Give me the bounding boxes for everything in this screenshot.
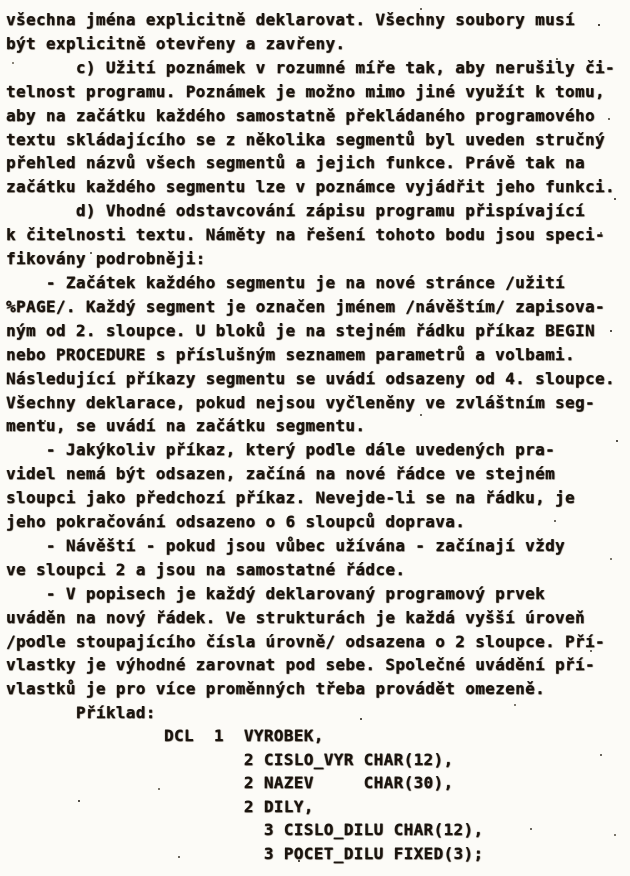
code-example-block <box>164 724 483 866</box>
text-line: c) Užití poznámek v rozumné míře tak, aby nerušily či- <box>6 57 615 77</box>
text-line: k čitelnosti textu. Náměty na řešení tohoto bodu jsou speci- <box>6 224 605 245</box>
code-line: 3 POCET_DILU FIXED(3); <box>164 843 484 864</box>
code-line: 2 NAZEV CHAR(30), <box>164 772 454 793</box>
code-line: 2 CISLO_VYR CHAR(12), <box>164 749 454 769</box>
text-line: být explicitně otevřeny a zavřeny. <box>6 33 346 54</box>
text-line: Následující příkazy segmentu se uvádí odsazeny od 4. sloupce. <box>6 368 615 388</box>
text-line: - Začátek každého segmentu je na nové stránce /užití <box>6 272 566 293</box>
text-line: začátku každého segmentu lze v poznámce vyjádřit jeho funkci. <box>6 177 615 197</box>
text-line: nebo PROCEDURE s příslušným seznamem parametrů a volbami. <box>6 344 576 364</box>
text-line: aby na začátku každého samostatně překládaného programového <box>6 105 595 125</box>
text-line: - Návěští - pokud jsou vůbec užívána - začínají vždy <box>6 535 566 556</box>
scan-noise-specks <box>0 0 2 2</box>
text-line: fikovány podrobněji: <box>6 248 206 269</box>
text-line: vlastků je pro více proměnných třeba provádět omezeně. <box>6 679 546 699</box>
text-line: ným od 2. sloupce. U bloků je na stejném řádku příkaz BEGIN <box>6 320 595 340</box>
text-line: ve sloupci 2 a jsou na samostatné řádce. <box>6 559 406 580</box>
text-line: Příklad: <box>6 703 156 723</box>
text-line: uváděn na nový řádek. Ve strukturách je každá vyšší úroveň <box>6 607 586 627</box>
text-line: - Jakýkoliv příkaz, který podle dále uvedených pra- <box>6 440 556 460</box>
text-line: - V popisech je každý deklarovaný programový prvek <box>6 583 546 603</box>
text-line: jeho pokračování odsazeno o 6 sloupců doprava. <box>6 511 466 532</box>
text-line: mentu, se uvádí na začátku segmentu. <box>6 416 366 436</box>
text-line: Všechny deklarace, pokud nejsou vyčleněny ve zvláštním seg- <box>6 392 595 412</box>
code-line: 3 CISLO_DILU CHAR(12), <box>164 820 484 840</box>
code-line: 2 DILY, <box>164 796 314 816</box>
text-line: videl nemá být odsazen, začíná na nové řádce ve stejném <box>6 464 556 484</box>
text-line: všechna jména explicitně deklarovat. Všechny soubory musí <box>6 9 576 30</box>
text-line: %PAGE/. Každý segment je označen jménem /návěštím/ zapisova- <box>6 296 605 317</box>
document-body-text <box>6 8 626 725</box>
text-line: sloupci jako předchozí příkaz. Nevejde-li se na řádku, je <box>6 487 576 508</box>
text-line: d) Vhodné odstavcování zápisu programu přispívající <box>6 201 586 221</box>
code-line: DCL 1 VYROBEK, <box>164 725 324 746</box>
text-line: telnost programu. Poznámek je možno mimo jiné využít k tomu, <box>6 81 605 101</box>
text-line: textu skládajícího se z několika segmentů byl uveden stručný <box>6 129 605 149</box>
text-line: vlastky je výhodné zarovnat pod sebe. Společné uvádění pří- <box>6 655 595 675</box>
text-line: /podle stoupajícího čísla úrovně/ odsazena o 2 sloupce. Pří- <box>6 631 605 651</box>
text-line: přehled názvů všech segmentů a jejich funkce. Právě tak na <box>6 153 586 173</box>
